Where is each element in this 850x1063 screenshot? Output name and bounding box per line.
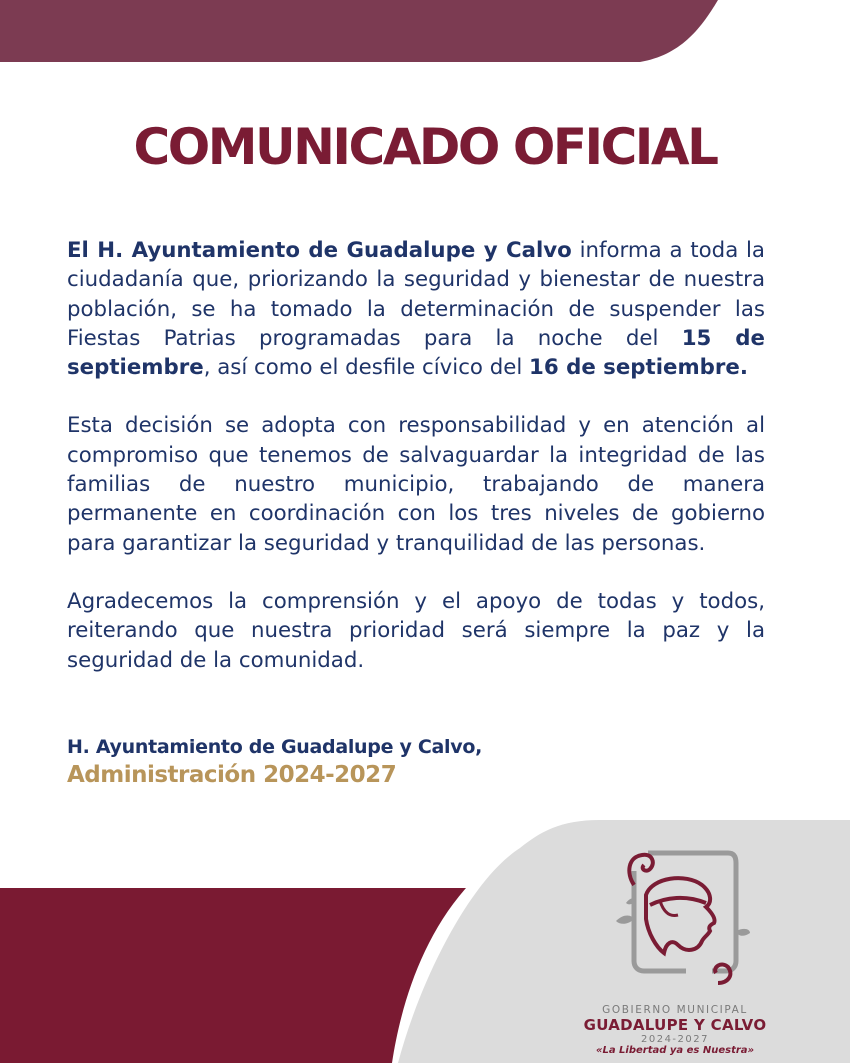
paragraph-1-text-a: informa a toda la ciudadanía que, priorizando la seguridad y bienestar de nuestra población, se ha tomado la determinación de suspender las Fiestas Patrias programadas para la noche del bbox=[67, 238, 765, 351]
ayuntamiento-name: El H. Ayuntamiento de Guadalupe y Calvo bbox=[67, 238, 572, 263]
paragraph-3: Agradecemos la comprensión y el apoyo de todas y todos, reiterando que nuestra prioridad será siempre la paz y la seguridad de la comunidad. bbox=[67, 588, 765, 673]
logo-line-3: 2024-2027 bbox=[640, 1034, 709, 1045]
page-title: COMUNICADO OFICIAL bbox=[133, 118, 717, 176]
logo-line-1: GOBIERNO MUNICIPAL bbox=[602, 1004, 748, 1016]
paragraph-1 bbox=[67, 236, 765, 382]
top-maroon-band bbox=[0, 0, 850, 62]
municipal-seal-icon bbox=[586, 843, 766, 993]
signature-line-2: Administración 2024-2027 bbox=[67, 762, 397, 788]
date-15-september: 15 de septiembre bbox=[67, 325, 765, 381]
logo-line-4: «La Libertad ya es Nuestra» bbox=[595, 1045, 755, 1056]
signature-line-1: H. Ayuntamiento de Guadalupe y Calvo, bbox=[67, 736, 483, 758]
logo-line-2: GUADALUPE Y CALVO bbox=[583, 1016, 767, 1034]
paragraph-1-text-b: , así como el desfile cívico del bbox=[203, 355, 530, 381]
paragraph-2: Esta decisión se adopta con responsabilidad y en atención al compromiso que tenemos de salvaguardar la integridad de las familias de nuestro municipio, trabajando de manera permanente en coordinación con los tres niveles de gobierno para garantizar la seguridad y tranquilidad de las personas. bbox=[67, 413, 765, 556]
date-16-september: 16 de septiembre. bbox=[529, 355, 748, 381]
announcement-body bbox=[67, 236, 765, 704]
